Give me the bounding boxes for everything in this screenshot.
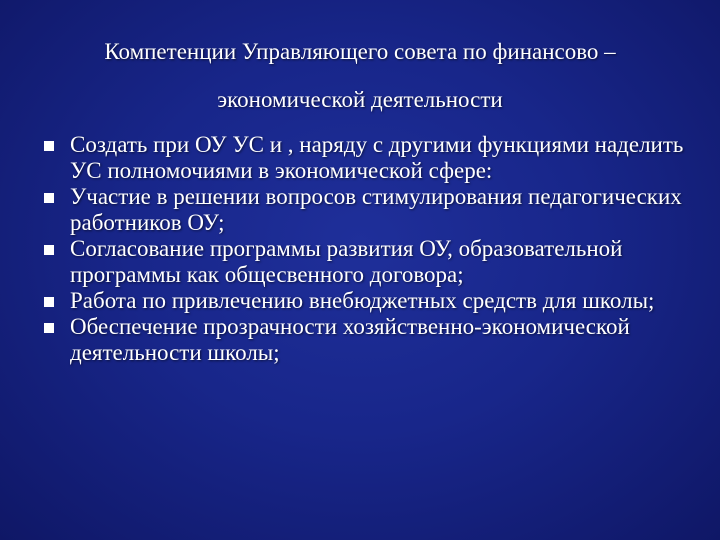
bullet-text: Согласование программы развития ОУ, образовательной программы как общесвенного договора;	[70, 236, 623, 287]
square-bullet-icon	[44, 193, 54, 203]
bullet-text: Обеспечение прозрачности хозяйственно-экономической деятельности школы;	[70, 314, 630, 365]
bullet-list	[40, 132, 700, 366]
slide-title-line-2: экономической деятельности	[217, 87, 503, 112]
bullet-item	[40, 132, 700, 184]
bullet-item	[40, 288, 700, 314]
bullet-item	[40, 184, 700, 236]
slide-title-line-1: Компетенции Управляющего совета по финансово –	[104, 39, 616, 64]
bullet-text: Создать при ОУ УС и , наряду с другими функциями наделить УС полномочиями в экономической сфере:	[70, 132, 684, 183]
slide-title	[0, 28, 720, 124]
square-bullet-icon	[44, 323, 54, 333]
square-bullet-icon	[44, 141, 54, 151]
square-bullet-icon	[44, 297, 54, 307]
bullet-item	[40, 314, 700, 366]
bullet-text: Участие в решении вопросов стимулирования педагогических работников ОУ;	[70, 184, 682, 235]
square-bullet-icon	[44, 245, 54, 255]
bullet-item	[40, 236, 700, 288]
bullet-text: Работа по привлечению внебюджетных средств для школы;	[70, 288, 655, 313]
